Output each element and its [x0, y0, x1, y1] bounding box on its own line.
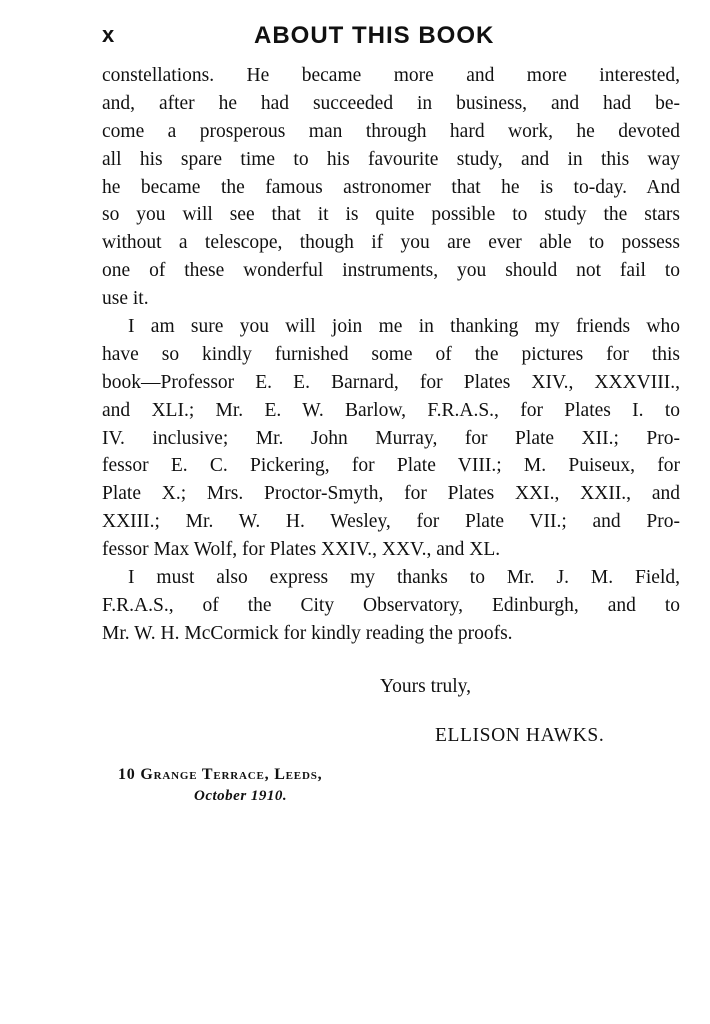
text-line: all his spare time to his favourite study, and in this way: [102, 148, 680, 170]
text-line: come a prosperous man through hard work, he devoted: [102, 120, 680, 142]
author-signature: ELLISON HAWKS.: [435, 725, 605, 746]
body-text: [102, 62, 680, 648]
text-line: have so kindly furnished some of the pictures for this: [102, 343, 680, 365]
text-line: Plate X.; Mrs. Proctor-Smyth, for Plates XXI., XXII., and: [102, 483, 680, 505]
text-line: Mr. W. H. McCormick for kindly reading the proofs.: [102, 622, 513, 644]
page-number: x: [102, 22, 116, 47]
text-line: XXIII.; Mr. W. H. Wesley, for Plate VII.; and Pro-: [102, 511, 680, 533]
text-line: and XLI.; Mr. E. W. Barlow, F.R.A.S., for Plates I. to: [102, 399, 680, 421]
paragraph-1: [102, 62, 680, 313]
text-line: and, after he had succeeded in business, and had be-: [102, 92, 680, 114]
text-line: IV. inclusive; Mr. John Murray, for Plate XII.; Pro-: [102, 427, 680, 449]
closing-salutation: Yours truly,: [380, 676, 472, 697]
address-block: [118, 764, 418, 806]
text-line: F.R.A.S., of the City Observatory, Edinburgh, and to: [102, 594, 680, 616]
text-line: without a telescope, though if you are ever able to possess: [102, 232, 680, 254]
page-header: [102, 22, 682, 56]
text-line: fessor Max Wolf, for Plates XXIV., XXV., and XL.: [102, 539, 501, 561]
paragraph-2: [102, 313, 680, 564]
text-line: book—Professor E. E. Barnard, for Plates XIV., XXXVIII.,: [102, 371, 680, 393]
text-line: constellations. He became more and more interested,: [102, 65, 680, 86]
paragraph-3: [102, 564, 680, 648]
text-line: I am sure you will join me in thanking my friends who: [128, 316, 680, 338]
text-line: use it.: [102, 288, 149, 310]
text-line: he became the famous astronomer that he is to-day. And: [102, 176, 680, 198]
text-line: one of these wonderful instruments, you should not fail to: [102, 260, 680, 282]
text-line: I must also express my thanks to Mr. J. M. Field,: [128, 567, 680, 589]
running-head: ABOUT THIS BOOK: [254, 22, 495, 49]
text-line: so you will see that it is quite possible to study the stars: [102, 204, 680, 226]
text-line: fessor E. C. Pickering, for Plate VIII.; M. Puiseux, for: [102, 455, 680, 477]
date-line: October 1910.: [194, 788, 288, 804]
address-line: 10 Grange Terrace, Leeds,: [118, 766, 323, 783]
